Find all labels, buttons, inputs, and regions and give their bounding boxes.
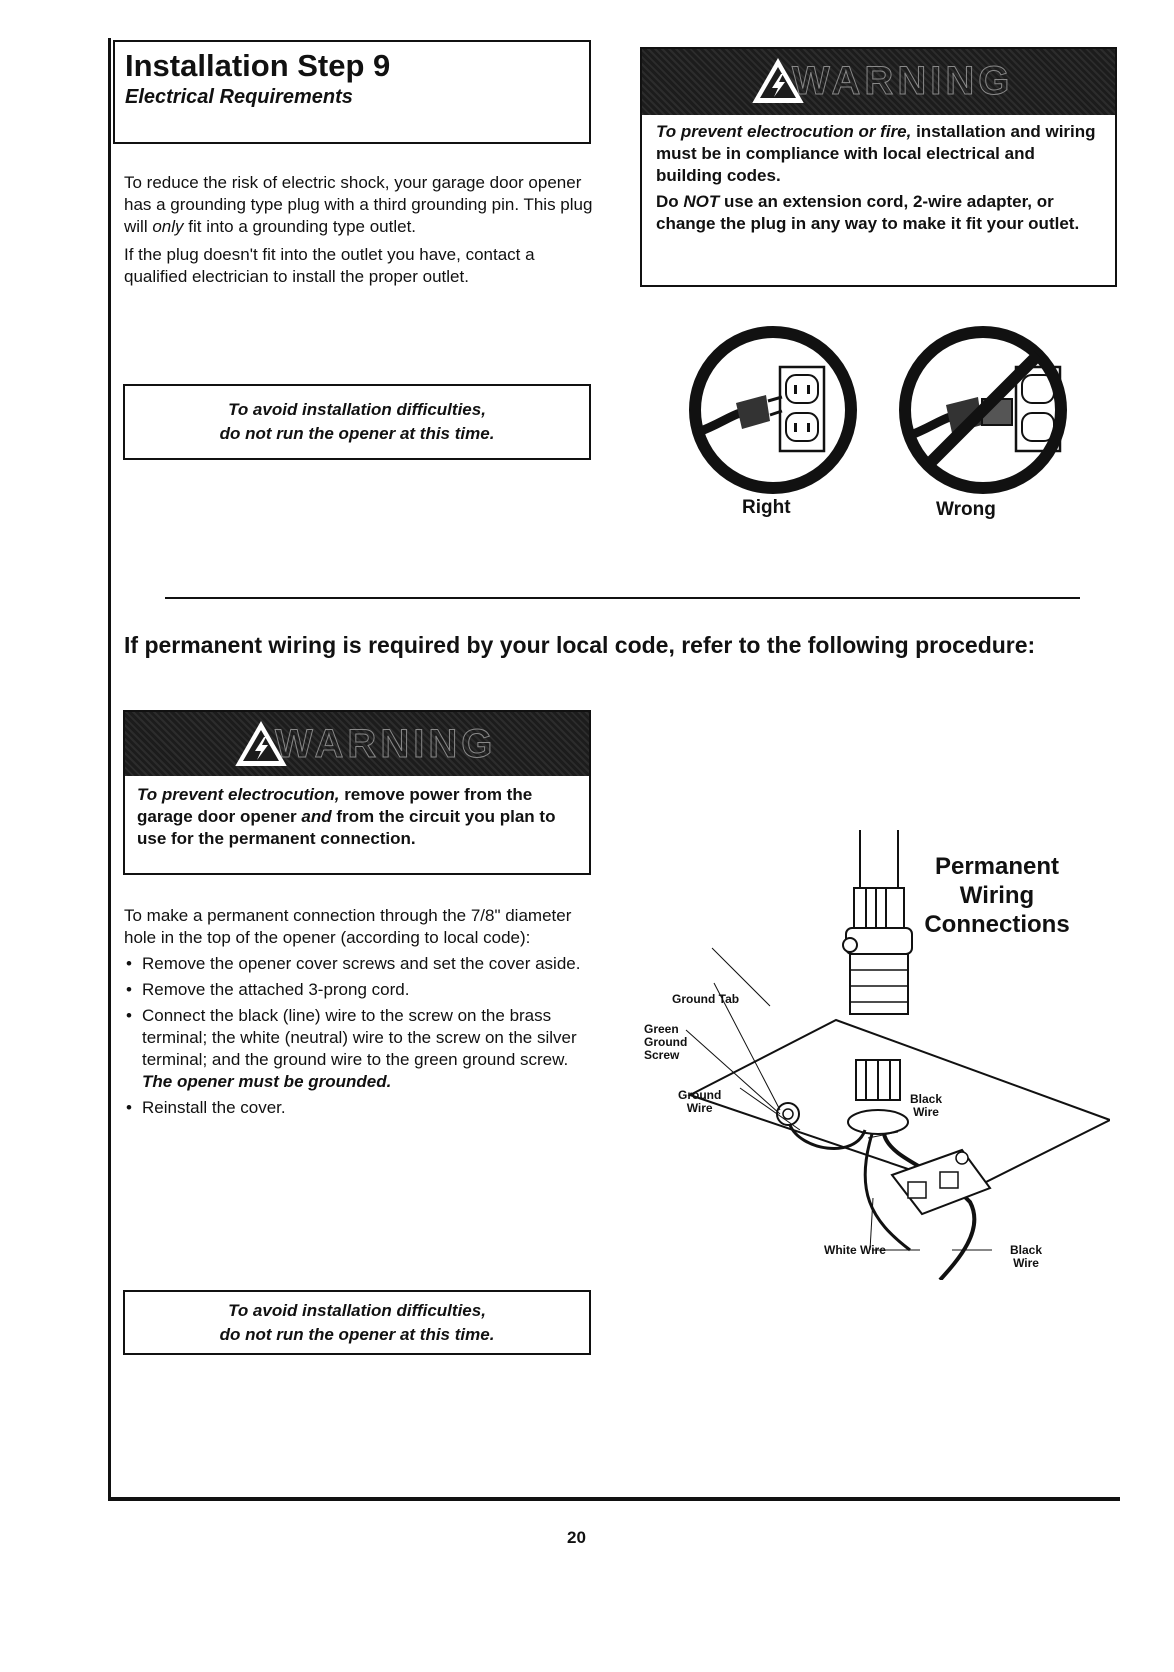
label-green-ground-screw [644, 1023, 687, 1062]
label-green-2: Ground [644, 1035, 688, 1049]
warning1-p1-rest: installation and wiring must be in compliance with local electrical and building codes. [656, 122, 1096, 185]
label-black-wire-lower [1010, 1244, 1042, 1270]
wiring-title-line2: Wiring [959, 882, 1035, 909]
warning-text-1 [642, 115, 1115, 249]
label-green-3: Screw [644, 1048, 680, 1062]
warning2-t2: from the circuit you plan to use for the permanent connection. [137, 807, 556, 848]
warning1-p2-em: NOT [683, 192, 720, 211]
label-ground-wire-2: Wire [686, 1101, 713, 1115]
wiring-figure-title [922, 852, 1072, 939]
label-black-a1: Black [910, 1092, 943, 1106]
warning-box-2 [123, 710, 591, 875]
label-white-wire: White Wire [824, 1243, 886, 1257]
warning1-p1 [656, 121, 1101, 187]
label-black-b1: Black [1010, 1243, 1043, 1257]
page-subtitle: Electrical Requirements [125, 85, 353, 108]
warning1-p2-b: use an extension cord, 2-wire adapter, or change the plug in any way to make it fit your outlet. [656, 192, 1080, 233]
label-black-b2: Wire [1013, 1256, 1039, 1270]
intro-paragraph-2: If the plug doesn't fit into the outlet you have, contact a qualified electrician to install the proper outlet. [124, 245, 535, 286]
plug-wrong-caption: Wrong [936, 499, 996, 520]
procedure-step-2: • Remove the attached 3-prong cord. [124, 979, 584, 1001]
procedure-intro: To make a permanent connection through the 7/8" diameter hole in the top of the opener (according to local code): [124, 906, 572, 947]
label-ground-tab: Ground Tab [672, 992, 740, 1006]
bottom-rule [108, 1497, 1120, 1501]
warning-banner-1 [642, 49, 1115, 115]
warning-banner-2 [125, 712, 589, 776]
plug-wrong-figure [898, 325, 1068, 495]
warning-box-1 [640, 47, 1117, 287]
plug-right-figure [688, 325, 858, 495]
label-green-1: Green [644, 1022, 679, 1036]
intro-p1-a: To reduce the risk of electric shock, your garage door opener has a grounding type plug with a third grounding pin. This plug will [124, 173, 593, 236]
intro-p1-b: fit into a grounding type outlet. [183, 217, 417, 236]
warning1-p2 [656, 191, 1101, 235]
warning-text-2 [125, 776, 589, 858]
label-ground-wire-1: Ground [678, 1088, 722, 1102]
warning2-em1: To prevent electrocution, [137, 785, 340, 804]
warning-label-1: WARNING [792, 59, 1014, 103]
section-heading: If permanent wiring is required by your local code, refer to the following procedure: [124, 632, 1036, 658]
label-black-a2: Wire [913, 1105, 939, 1119]
note1-line1: To avoid installation difficulties, [228, 400, 486, 419]
warning1-p2-a: Do [656, 192, 684, 211]
wiring-title-line1: Permanent [934, 853, 1060, 880]
procedure-step-1: • Remove the opener cover screws and set the cover aside. [124, 953, 584, 975]
procedure-list [124, 953, 584, 1119]
warning2-t1: remove power from the garage door opener [137, 785, 533, 826]
label-black-wire-upper [910, 1093, 942, 1119]
intro-p1-em: only [152, 217, 184, 236]
step-title-box [113, 40, 591, 144]
label-ground-wire [678, 1089, 721, 1115]
note2-line1: To avoid installation difficulties, [228, 1300, 486, 1320]
install-note-2 [123, 1290, 591, 1355]
procedure-step-4: • Reinstall the cover. [124, 1097, 584, 1119]
warning-label-2: WARNING [275, 722, 497, 766]
warning1-p1-em: To prevent electrocution or fire, [656, 122, 912, 141]
procedure-step-3-em: The opener must be grounded. [142, 1072, 392, 1091]
procedure-step-3-text: Connect the black (line) wire to the screw on the brass terminal; the white (neutral) wire to the screw on the silver terminal; and the ground wire to the green ground screw. [142, 1006, 577, 1069]
warning2-em2: and [301, 807, 332, 826]
page-title: Installation Step 9 [125, 48, 391, 83]
install-note-1 [123, 384, 591, 460]
procedure-step-3 [124, 1005, 584, 1093]
wiring-title-line3: Connections [924, 911, 1070, 938]
note2-line2: do not run the opener at this time. [219, 1324, 495, 1344]
procedure-text [124, 905, 584, 1123]
intro-text [124, 172, 594, 294]
intro-paragraph-1 [124, 172, 594, 238]
plug-right-caption: Right [742, 497, 791, 518]
page-number: 20 [567, 1528, 586, 1547]
section-divider [165, 597, 1080, 599]
note1-line2: do not run the opener at this time. [219, 424, 495, 443]
left-margin-rule [108, 38, 111, 1500]
